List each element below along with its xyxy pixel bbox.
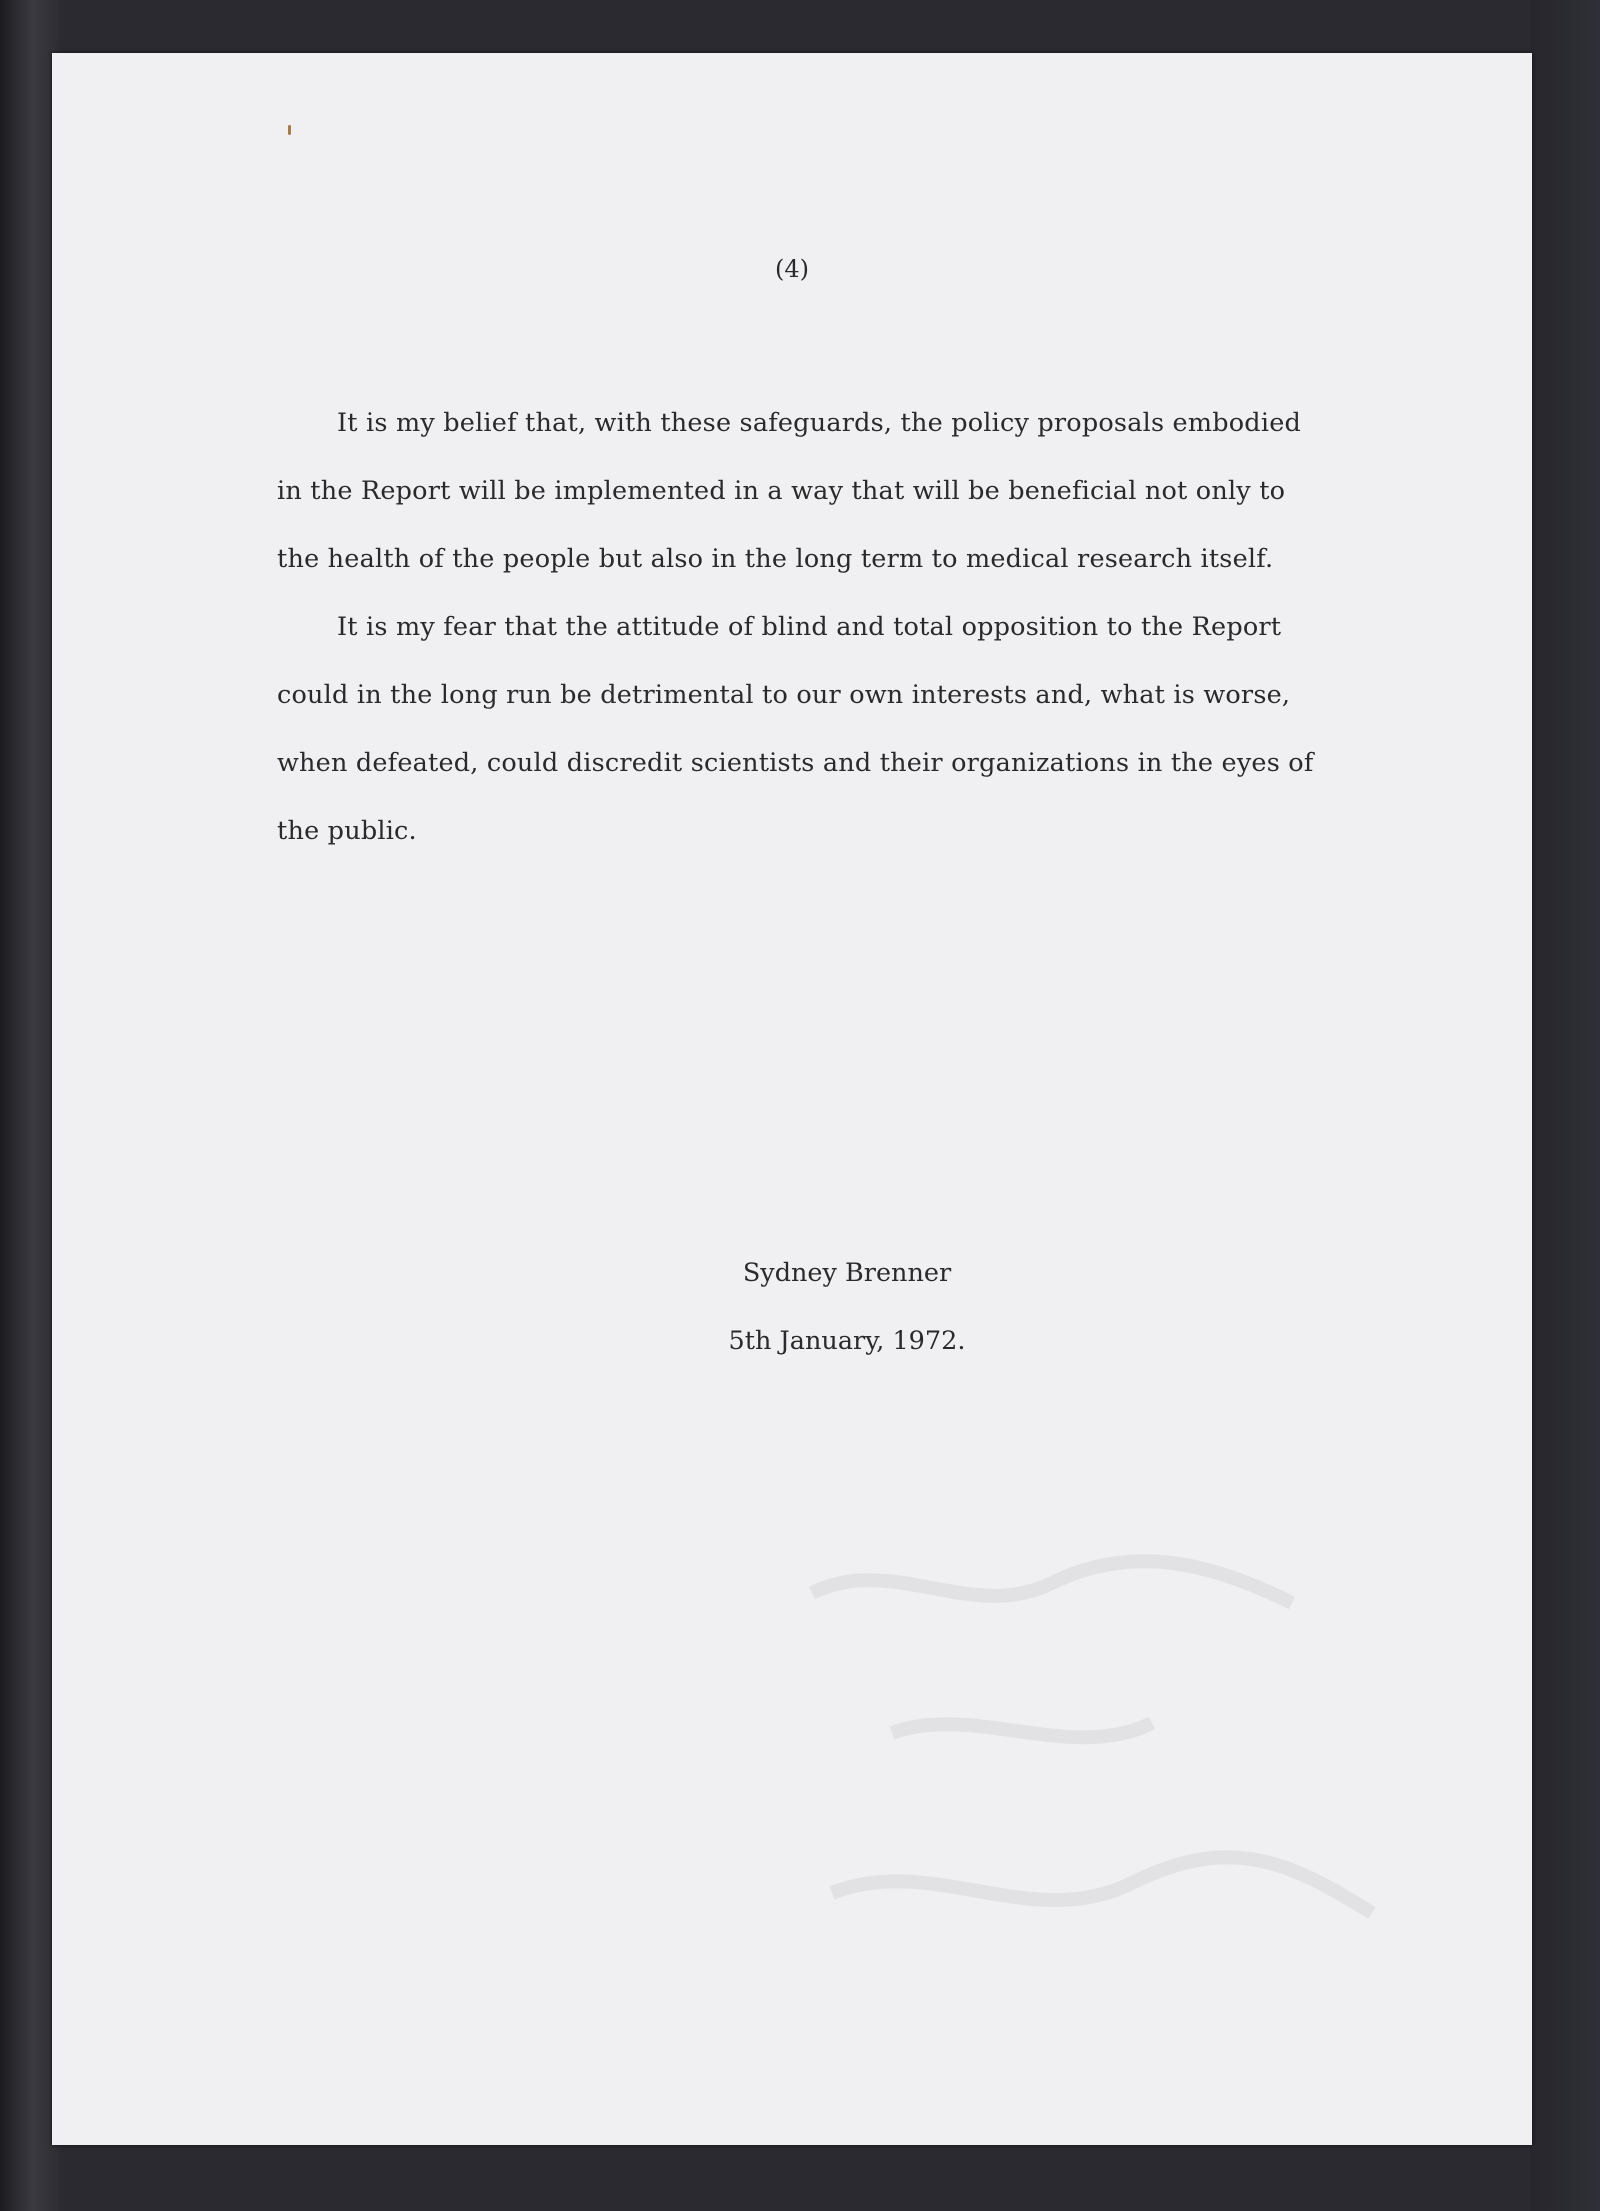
paper-speck xyxy=(288,125,291,135)
reverse-side-bleed xyxy=(772,1533,1472,2003)
page-number: (4) xyxy=(775,255,809,283)
backdrop-right xyxy=(1530,0,1600,2211)
body-text xyxy=(277,389,1407,865)
signature-name: Sydney Brenner xyxy=(742,1258,952,1288)
paragraph-1-line-2: in the Report will be implemented in a way that will be beneficial not only to xyxy=(277,476,1286,506)
paragraph-2-line-4: the public. xyxy=(277,816,417,846)
paragraph-2-line-1: It is my fear that the attitude of blind and total opposition to the Report xyxy=(337,612,1282,642)
backdrop-left xyxy=(0,0,60,2211)
paragraph-1-line-1: It is my belief that, with these safeguards, the policy proposals embodied xyxy=(337,408,1302,438)
signature-date: 5th January, 1972. xyxy=(728,1326,966,1356)
paragraph-1-line-3: the health of the people but also in the long term to medical research itself. xyxy=(277,544,1274,574)
paragraph-2-line-2: could in the long run be detrimental to our own interests and, what is worse, xyxy=(277,680,1291,710)
document-page xyxy=(52,53,1532,2145)
signature-block xyxy=(52,1239,1600,1375)
paragraph-2-line-3: when defeated, could discredit scientists and their organizations in the eyes of xyxy=(277,748,1314,778)
